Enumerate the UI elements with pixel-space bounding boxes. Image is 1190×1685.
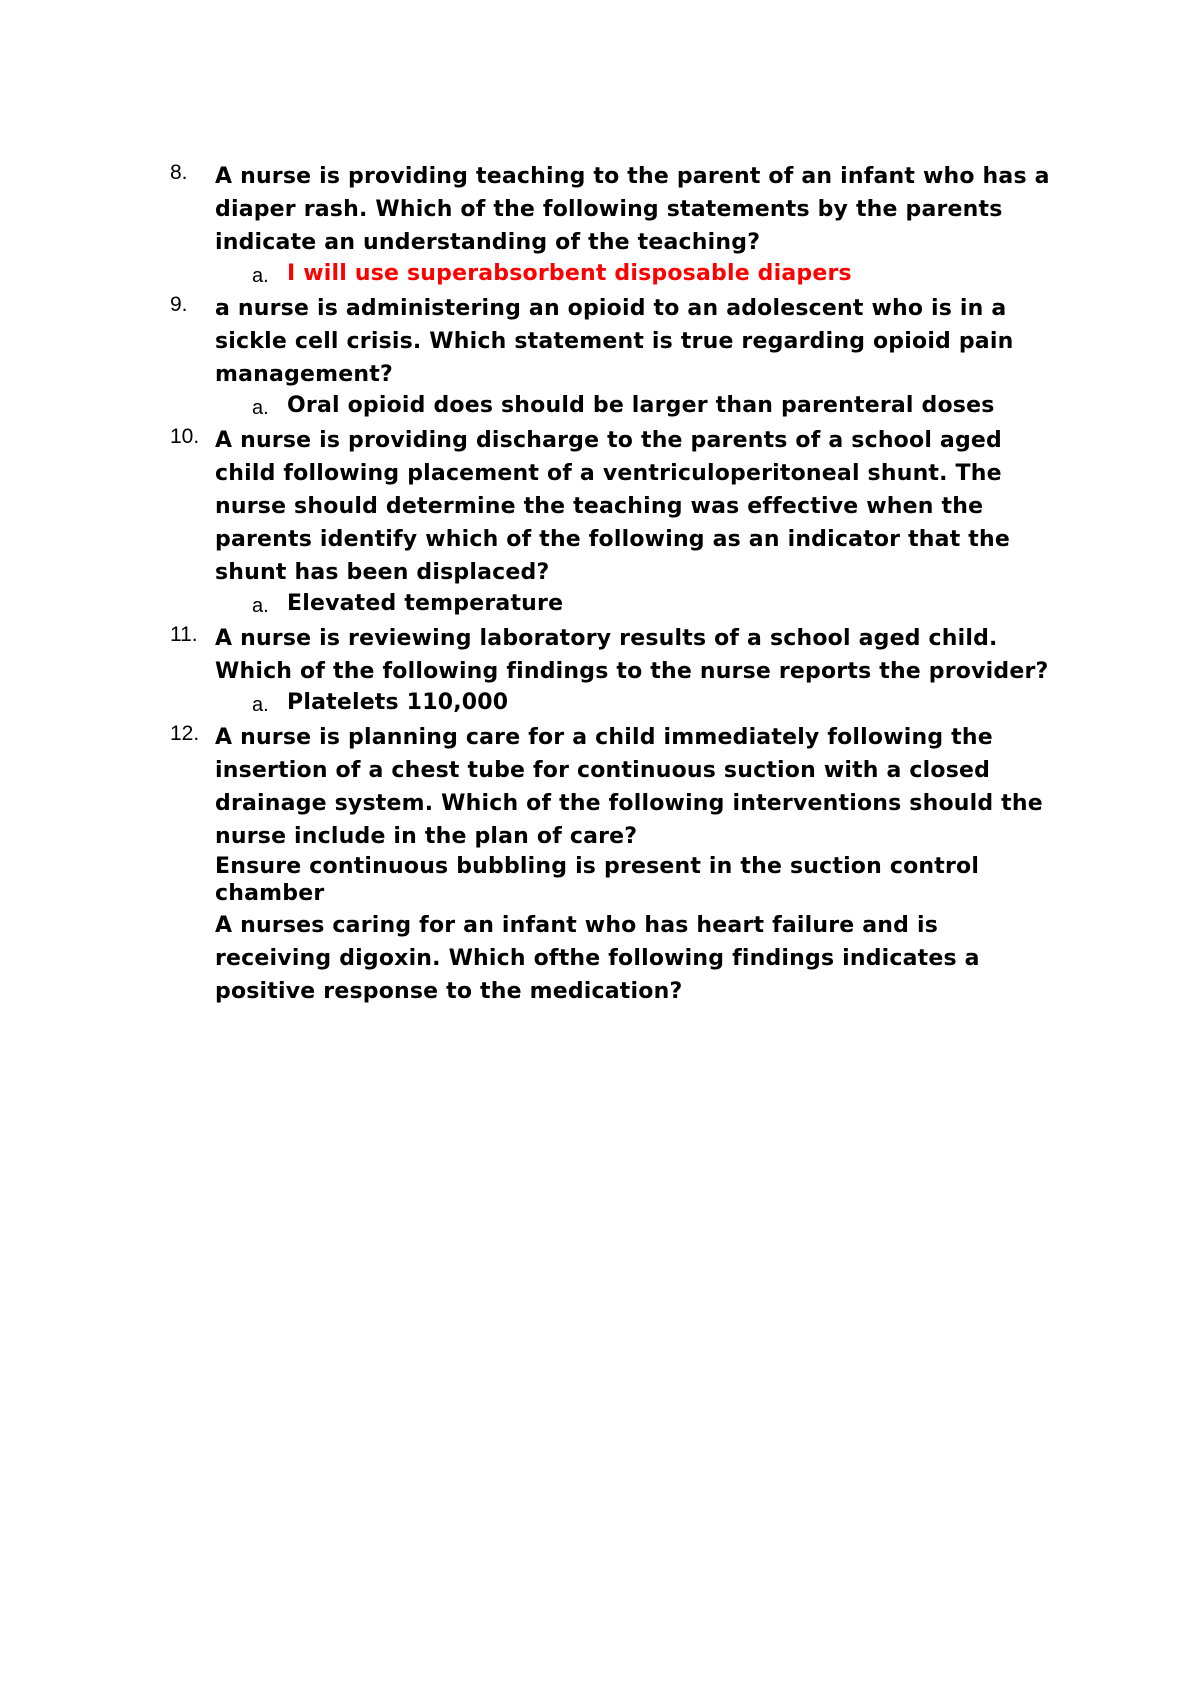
question-9 [170, 292, 1050, 391]
question-number: 8. [170, 161, 188, 184]
answer-letter: a. [252, 265, 269, 287]
question-text: A nurse is reviewing laboratory results of a school aged child. Which of the following findings to the nurse reports the provider? [215, 626, 1049, 684]
question-list [170, 160, 1050, 1008]
question-8 [170, 160, 1050, 259]
answer-letter: a. [252, 397, 269, 419]
answer-text: Platelets 110,000 [287, 690, 509, 715]
question-text: A nurse is planning care for a child immediately following the insertion of a chest tube for continuous suction with a closed drainage system. Which of the following interventions should the nurse include in the plan of care? [215, 725, 1043, 849]
answer-letter: a. [252, 694, 269, 716]
answer-text: I will use superabsorbent disposable diapers [287, 261, 852, 286]
answer-letter: a. [252, 595, 269, 617]
answer-11 [170, 687, 1050, 721]
question-number: 9. [170, 293, 188, 316]
question-11 [170, 622, 1050, 688]
question-10 [170, 424, 1050, 589]
question-number: 11. [170, 623, 198, 646]
answer-12-text: Ensure continuous bubbling is present in the suction control chamber [215, 854, 980, 906]
question-number: 12. [170, 722, 200, 745]
question-text: A nurse is providing discharge to the parents of a school aged child following placement of a ventriculoperitoneal shunt. The nurse should determine the teaching was effective when the parents identify which of the following as an indicator that the shunt has been displaced? [215, 428, 1010, 585]
answer-9 [170, 390, 1050, 424]
answer-8 [170, 258, 1050, 292]
answer-text: Oral opioid does should be larger than parenteral doses [287, 393, 995, 418]
answer-10 [170, 588, 1050, 622]
question-text: A nurse is providing teaching to the parent of an infant who has a diaper rash. Which of the following statements by the parents indicate an understanding of the teaching? [215, 164, 1050, 255]
question-text: a nurse is administering an opioid to an adolescent who is in a sickle cell crisis. Which statement is true regarding opioid pain management? [215, 296, 1014, 387]
question-12 [170, 721, 1050, 853]
question-13-text: A nurses caring for an infant who has heart failure and is receiving digoxin. Which ofthe following findings indicates a positive response to the medication? [215, 913, 980, 1004]
answer-text: Elevated temperature [287, 591, 564, 616]
question-number: 10. [170, 425, 200, 448]
